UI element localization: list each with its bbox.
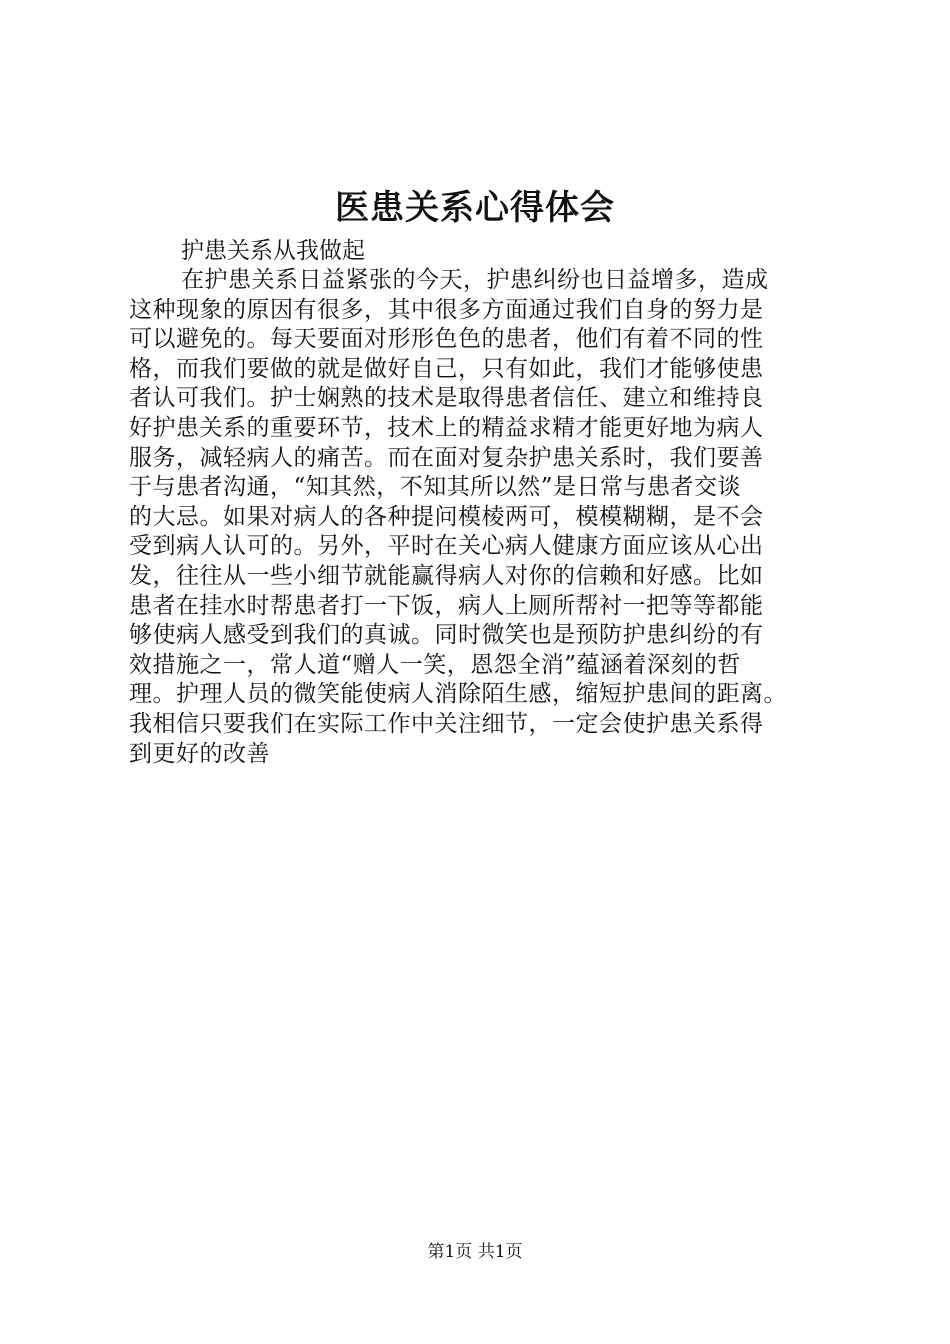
body-line: 患者在挂水时帮患者打一下饭，病人上厕所帮衬一把等等都能 [129,592,764,619]
body-line: 效措施之一，常人道“赠人一笑，恩怨全消”蕴涵着深刻的哲 [129,651,742,678]
body-line: 的大忌。如果对病人的各种提问模棱两可，模模糊糊，是不会 [129,503,764,530]
document-subheading: 护患关系从我做起 [181,238,365,264]
body-line: 到更好的改善 [129,740,270,767]
body-line: 我相信只要我们在实际工作中关注细节，一定会使护患关系得 [129,710,764,737]
document-title: 医患关系心得体会 [335,188,615,228]
body-line: 这种现象的原因有很多，其中很多方面通过我们自身的努力是 [129,296,764,323]
document-body [129,266,869,769]
body-line: 在护患关系日益紧张的今天，护患纠纷也日益增多，造成 [181,267,769,293]
body-line: 够使病人感受到我们的真诚。同时微笑也是预防护患纠纷的有 [129,622,764,649]
body-line: 发，往往从一些小细节就能赢得病人对你的信赖和好感。比如 [129,562,764,589]
body-line: 理。护理人员的微笑能使病人消除陌生感，缩短护患间的距离。 [129,681,787,708]
body-line: 受到病人认可的。另外，平时在关心病人健康方面应该从心出 [129,533,764,560]
body-line: 格，而我们要做的就是做好自己，只有如此，我们才能够使患 [129,355,764,382]
body-line: 可以避免的。每天要面对形形色色的患者，他们有着不同的性 [129,326,764,353]
body-line: 于与患者沟通，“知其然，不知其所以然”是日常与患者交谈 [129,474,742,501]
body-line: 好护患关系的重要环节，技术上的精益求精才能更好地为病人 [129,414,764,441]
body-line: 服务，减轻病人的痛苦。而在面对复杂护患关系时，我们要善 [129,444,764,471]
page-number-footer: 第1页 共1页 [427,1242,523,1262]
body-line: 者认可我们。护士娴熟的技术是取得患者信任、建立和维持良 [129,385,764,412]
